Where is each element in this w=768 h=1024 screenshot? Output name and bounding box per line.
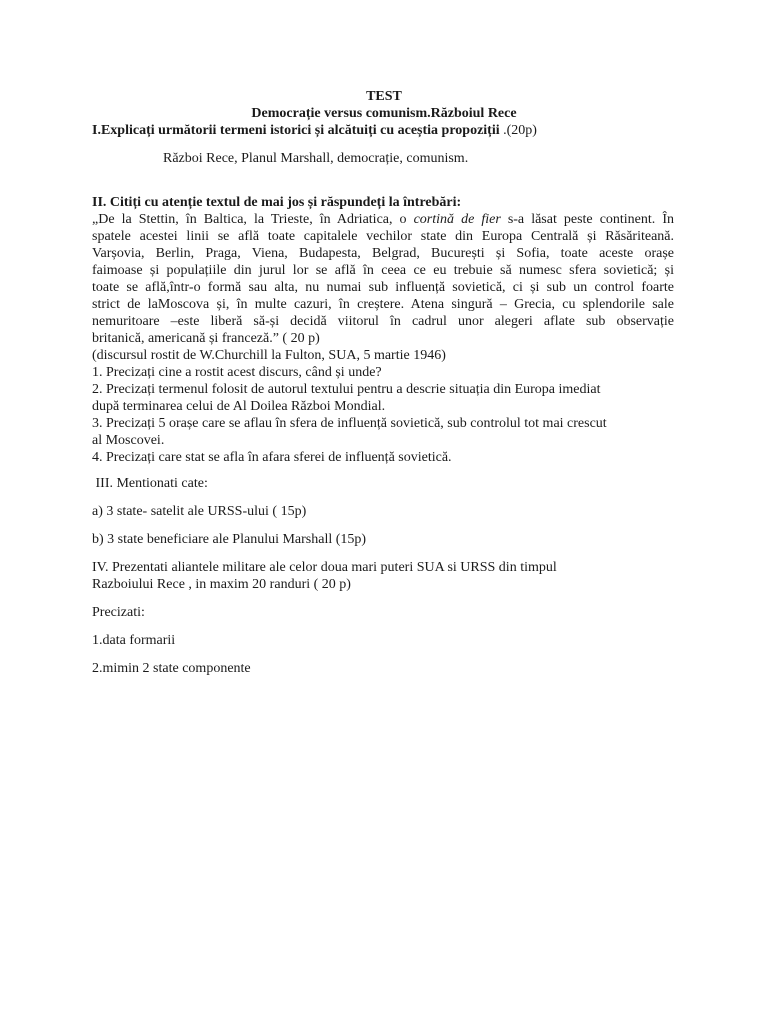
section4-line-1: IV. Prezentati aliantele militare ale celor doua mari puteri SUA si URSS din timpul	[92, 560, 557, 575]
section4-line-2: Razboiului Rece , in maxim 20 randuri ( 20 p)	[92, 577, 351, 592]
quote-line-2: spatele acestei linii se află toate capitalele vechilor state din Europa Centrală și Răsăriteană.	[92, 229, 674, 244]
quote-line-7: nemuritoare –este liberă să-și decidă viitorul în cadrul unor alegeri aflate sub observație	[92, 314, 674, 329]
quote-line-5: toate se află,într-o formă sau alta, nu numai sub influență sovietică, ci și sub un control foarte	[92, 280, 674, 295]
section1-points: .(20p)	[499, 123, 537, 138]
section1-heading	[92, 122, 674, 139]
question-4: 4. Precizați care stat se afla în afara sferei de influență sovietică.	[92, 450, 452, 465]
question-2-line-2: după terminarea celui de Al Doilea Război Mondial.	[92, 399, 386, 414]
question-2-line-1: 2. Precizați termenul folosit de autorul textului pentru a descrie situația din Europa imediat	[92, 382, 601, 397]
question-3-line-2: al Moscovei.	[92, 433, 165, 448]
quote-line-8: britanică, americană și franceză.” ( 20 p)	[92, 331, 320, 346]
section3-item-a: a) 3 state- satelit ale URSS-ului ( 15p)	[92, 504, 307, 519]
test-title: TEST	[366, 89, 402, 104]
section1-heading-text: I.Explicați următorii termeni istorici și alcătuiți cu aceștia propoziții	[92, 123, 500, 138]
section4-precizati: Precizati:	[92, 605, 145, 620]
quote-italic-term: cortină de fier	[413, 212, 501, 227]
quote-line-1-end: s-a lăsat peste continent. În	[500, 212, 674, 227]
quote-line-6: strict de laMoscova și, în multe cazuri, în creștere. Atena singură – Grecia, cu splendorile sale	[92, 297, 674, 312]
section4-item-1: 1.data formarii	[92, 633, 176, 648]
quote-source: (discursul rostit de W.Churchill la Fulton, SUA, 5 martie 1946)	[92, 348, 446, 363]
test-subtitle: Democrație versus comunism.Războiul Rece	[251, 106, 517, 121]
section3-heading: III. Mentionati cate:	[92, 476, 208, 491]
quote-line-1-start: „De la Stettin, în Baltica, la Trieste, în Adriatica, o	[92, 212, 414, 227]
quote-line-1	[92, 211, 674, 228]
section3-item-b: b) 3 state beneficiare ale Planului Marshall (15p)	[92, 532, 367, 547]
section1-terms: Război Rece, Planul Marshall, democrație, comunism.	[163, 151, 469, 166]
question-3-line-1: 3. Precizați 5 orașe care se aflau în sfera de influență sovietică, sub controlul tot mai crescut	[92, 416, 607, 431]
section4-item-2: 2.mimin 2 state componente	[92, 661, 251, 676]
quote-line-3: Varșovia, Berlin, Praga, Viena, Budapesta, Belgrad, București și Sofia, toate aceste orașe	[92, 246, 674, 261]
section2-heading: II. Citiți cu atenție textul de mai jos și răspundeți la întrebări:	[92, 195, 462, 210]
question-1: 1. Precizați cine a rostit acest discurs, când și unde?	[92, 365, 382, 380]
quote-line-4: faimoase și populațiile din jurul lor se află în ceea ce eu trebuie să numesc sfera sovietică; și	[92, 263, 674, 278]
